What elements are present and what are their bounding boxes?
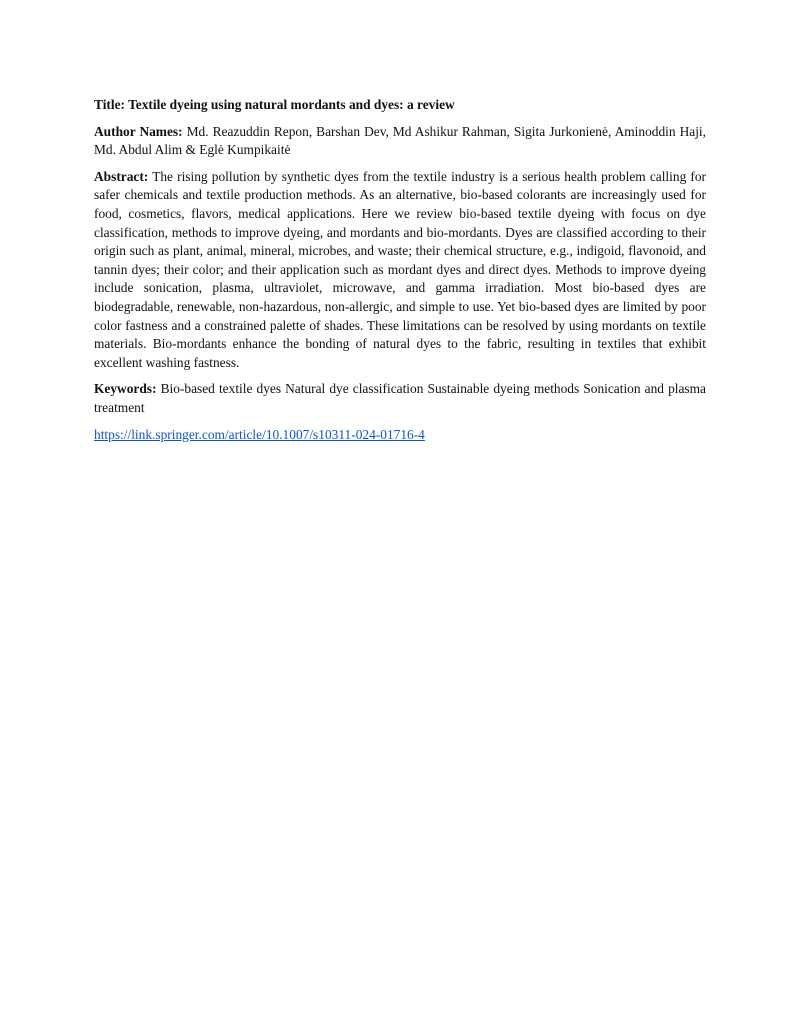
keywords-text: Bio-based textile dyes Natural dye classification Sustainable dyeing methods Sonication and plasma treatment bbox=[94, 381, 706, 415]
keywords-label: Keywords: bbox=[94, 381, 157, 397]
authors-text: Md. Reazuddin Repon, Barshan Dev, Md Ashikur Rahman, Sigita Jurkonienė, Aminoddin Haji, Md. Abdul Alim & Eglė Kumpikaitė bbox=[94, 123, 706, 158]
keywords-paragraph bbox=[94, 380, 706, 417]
abstract-text: The rising pollution by synthetic dyes from the textile industry is a serious health problem calling for safer chemicals and textile production methods. As an alternative, bio-based colorants are increasingly used for food, cosmetics, flavors, medical applications. Here we review bio-based textile dyeing with focus on dye classification, methods to improve dyeing, and mordants and bio-mordants. Dyes are classified according to their origin such as plant, animal, mineral, microbes, and waste; their chemical structure, e.g., indigoid, flavonoid, and tannin dyes; their color; and their application such as mordant dyes and direct dyes. Methods to improve dyeing include sonication, plasma, ultraviolet, microwave, and gamma irradiation. Most bio-based dyes are biodegradable, renewable, non-hazardous, non-allergic, and simple to use. Yet bio-based dyes are limited by poor color fastness and a constrained palette of shades. These limitations can be resolved by using mordants on textile materials. Bio-mordants enhance the bonding of natural dyes to the fabric, resulting in textiles that exhibit excellent washing fastness. bbox=[94, 168, 706, 370]
article-link[interactable]: https://link.springer.com/article/10.1007/s10311-024-01716-4 bbox=[94, 426, 425, 442]
link-paragraph bbox=[94, 426, 706, 445]
authors-label: Author Names: bbox=[94, 123, 183, 139]
document-body bbox=[94, 96, 706, 452]
abstract-label: Abstract: bbox=[94, 168, 149, 184]
title-paragraph bbox=[94, 96, 706, 115]
authors-paragraph bbox=[94, 123, 706, 160]
abstract-paragraph bbox=[94, 168, 706, 373]
document-title: Title: Textile dyeing using natural mordants and dyes: a review bbox=[94, 97, 455, 112]
